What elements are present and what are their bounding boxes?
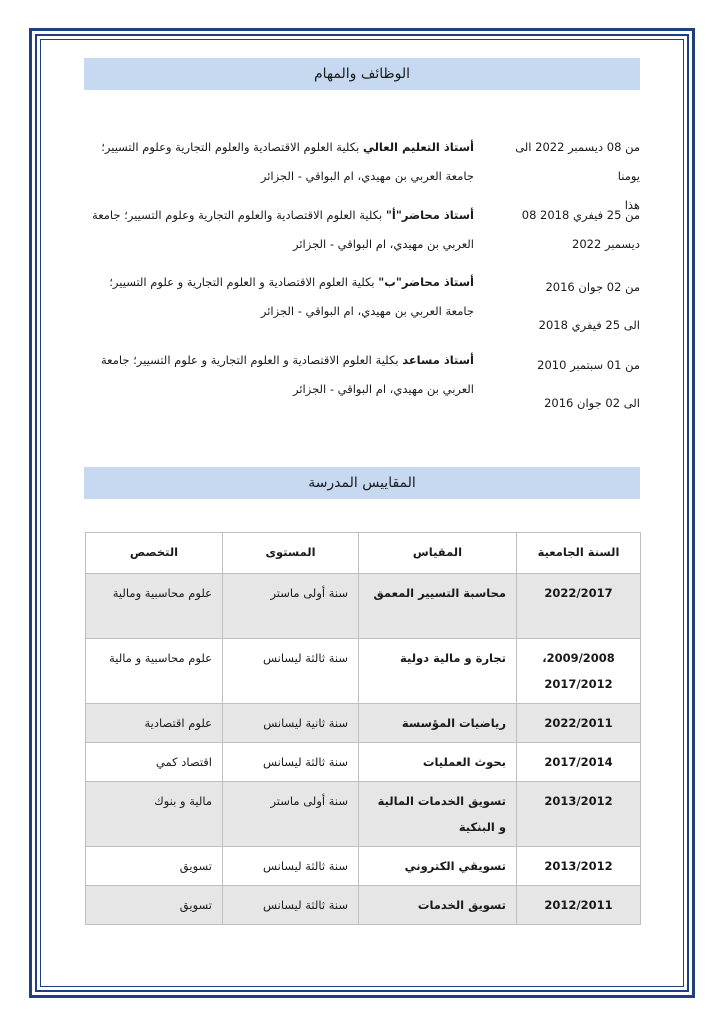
cell-level: سنة أولى ماستر xyxy=(223,574,359,639)
courses-table xyxy=(85,532,641,925)
header-level: المستوى xyxy=(223,533,359,574)
cell-subject: تجارة و مالية دولية xyxy=(359,639,517,704)
job-date: من 02 جوان 2016 الى 25 فيفري 2018 xyxy=(538,280,640,332)
cell-spec: مالية و بنوك xyxy=(86,782,223,847)
job-entry xyxy=(84,201,640,261)
job-title: أستاذ مساعد xyxy=(402,353,474,367)
section-heading-courses xyxy=(84,467,640,499)
cell-year: 2017/2014 xyxy=(517,743,641,782)
cell-year: 2013/2012 xyxy=(517,782,641,847)
section-heading-courses-text: المقاييس المدرسة xyxy=(308,475,416,491)
job-title: أستاذ التعليم العالي xyxy=(362,140,474,154)
table-header-row xyxy=(86,533,641,574)
cell-level: سنة ثالثة ليسانس xyxy=(223,639,359,704)
job-date: من 25 فيفري 2018 08 ديسمبر 2022 xyxy=(521,208,640,251)
cell-spec: علوم اقتصادية xyxy=(86,704,223,743)
job-date: من 08 ديسمبر 2022 الى يومنا هذا xyxy=(515,140,640,212)
job-entry xyxy=(84,133,640,212)
section-heading-positions-text: الوظائف والمهام xyxy=(313,66,411,82)
cell-subject: تسويق الخدمات المالية و البنكية xyxy=(359,782,517,847)
cell-year: 2022/2011 xyxy=(517,704,641,743)
header-spec: التخصص xyxy=(86,533,223,574)
header-year: السنة الجامعية xyxy=(517,533,641,574)
job-entry xyxy=(84,346,640,416)
job-description xyxy=(84,346,474,404)
job-title: أستاذ محاضر"أ" xyxy=(385,208,474,222)
job-title: أستاذ محاضر"ب" xyxy=(378,275,474,289)
cell-spec: علوم محاسبية و مالية xyxy=(86,639,223,704)
table-row xyxy=(86,704,641,743)
job-date: من 01 سبتمبر 2010 الى 02 جوان 2016 xyxy=(537,358,640,410)
cell-year: 2022/2017 xyxy=(517,574,641,639)
job-body: بكلية العلوم الاقتصادية والعلوم التجارية وعلوم التسيير؛ جامعة العربي بن مهيدي، ام البواقي - الجزائر xyxy=(92,208,474,251)
job-description xyxy=(84,133,474,191)
job-body: بكلية العلوم الاقتصادية و العلوم التجارية و علوم التسيير؛ جامعة العربي بن مهيدي، ام البواقي - الجزائر xyxy=(109,275,474,318)
table-row xyxy=(86,782,641,847)
cell-subject: تسويق الخدمات xyxy=(359,886,517,925)
cell-subject: رياضيات المؤسسة xyxy=(359,704,517,743)
cell-year: 2013/2012 xyxy=(517,847,641,886)
job-body: بكلية العلوم الاقتصادية و العلوم التجارية و علوم التسيير؛ جامعة العربي بن مهيدي، ام البواقي - الجزائر xyxy=(101,353,474,396)
cell-subject: تسويقي الكتروني xyxy=(359,847,517,886)
cell-spec: علوم محاسبية ومالية xyxy=(86,574,223,639)
job-entry xyxy=(84,268,640,338)
table-row xyxy=(86,886,641,925)
job-body: بكلية العلوم الاقتصادية والعلوم التجارية وعلوم التسيير؛ جامعة العربي بن مهيدي، ام البواقي - الجزائر xyxy=(101,140,474,183)
cell-level: سنة ثانية ليسانس xyxy=(223,704,359,743)
cell-level: سنة أولى ماستر xyxy=(223,782,359,847)
cell-spec: اقتصاد كمي xyxy=(86,743,223,782)
cell-level: سنة ثالثة ليسانس xyxy=(223,743,359,782)
cell-level: سنة ثالثة ليسانس xyxy=(223,886,359,925)
table-row xyxy=(86,639,641,704)
cell-year: 2012/2011 xyxy=(517,886,641,925)
cell-subject: بحوث العمليات xyxy=(359,743,517,782)
cell-level: سنة ثالثة ليسانس xyxy=(223,847,359,886)
table-row xyxy=(86,847,641,886)
cell-spec: تسويق xyxy=(86,886,223,925)
header-subject: المقياس xyxy=(359,533,517,574)
table-row xyxy=(86,743,641,782)
job-description xyxy=(84,268,474,326)
section-heading-positions xyxy=(84,58,640,90)
job-description xyxy=(84,201,474,259)
table-row xyxy=(86,574,641,639)
cell-year: 2009/2008، 2017/2012 xyxy=(517,639,641,704)
cell-subject: محاسبة التسيير المعمق xyxy=(359,574,517,639)
cell-spec: تسويق xyxy=(86,847,223,886)
